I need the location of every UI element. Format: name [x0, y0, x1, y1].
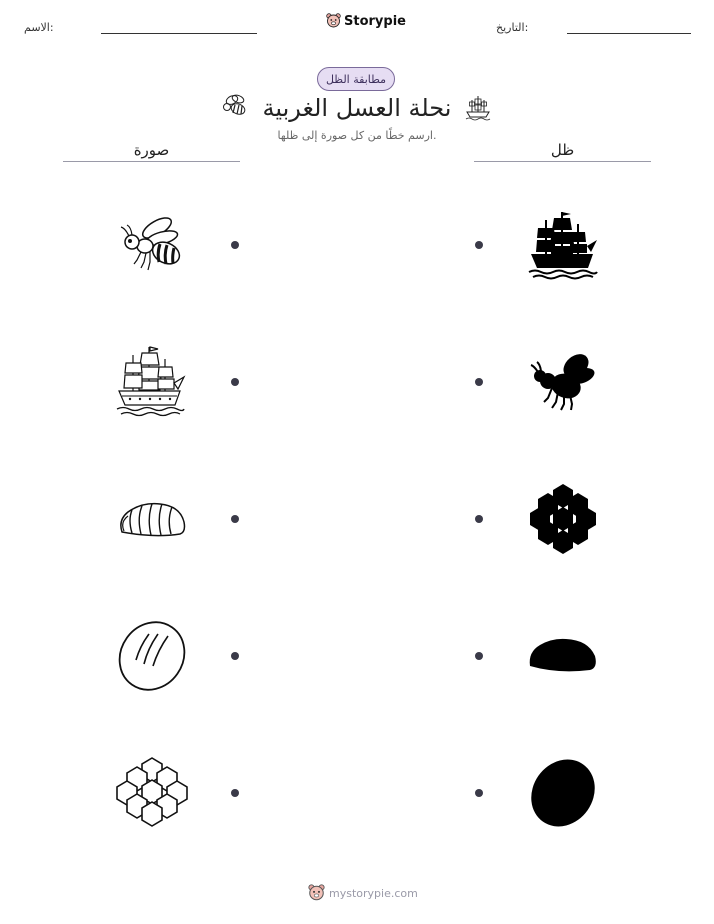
picture-column-header: صورة [133, 141, 170, 159]
name-field[interactable] [101, 33, 257, 34]
bee-icon [222, 93, 249, 119]
date-field[interactable] [567, 33, 691, 34]
shadow-column-underline [474, 161, 651, 162]
shadow-connect-dot-5[interactable] [475, 789, 483, 797]
egg-shadow [528, 756, 598, 830]
footer-url[interactable]: mystorypie.com [329, 886, 418, 900]
footer [308, 884, 418, 902]
honeycomb-shadow [528, 484, 598, 554]
egg-picture [116, 618, 188, 694]
instructions: ارسم خطًا من كل صورة إلى ظلها. [277, 129, 437, 142]
shadow-column-header: ظل [550, 141, 575, 159]
bear-icon [326, 13, 341, 29]
larva-picture [114, 498, 188, 542]
brand-name: Storypie [344, 13, 406, 29]
picture-connect-dot-2[interactable] [231, 378, 239, 386]
shadow-connect-dot-3[interactable] [475, 515, 483, 523]
honeycomb-picture [116, 756, 188, 828]
ship-shadow [525, 210, 601, 282]
activity-badge: مطابقة الظل [317, 67, 395, 91]
picture-connect-dot-4[interactable] [231, 652, 239, 660]
shadow-connect-dot-2[interactable] [475, 378, 483, 386]
bee-picture [117, 210, 187, 280]
ship-picture [114, 345, 186, 417]
date-label: التاريخ: [496, 21, 529, 34]
picture-connect-dot-3[interactable] [231, 515, 239, 523]
larva-shadow [528, 636, 598, 676]
shadow-connect-dot-1[interactable] [475, 241, 483, 249]
name-label: الاسم: [24, 21, 54, 34]
bee-shadow [530, 348, 598, 414]
shadow-connect-dot-4[interactable] [475, 652, 483, 660]
bear-icon [308, 884, 325, 902]
ship-icon [464, 93, 492, 121]
picture-connect-dot-5[interactable] [231, 789, 239, 797]
page-title: نحلة العسل الغربية [262, 94, 452, 122]
picture-column-underline [63, 161, 240, 162]
picture-connect-dot-1[interactable] [231, 241, 239, 249]
brand-logo [326, 13, 406, 29]
